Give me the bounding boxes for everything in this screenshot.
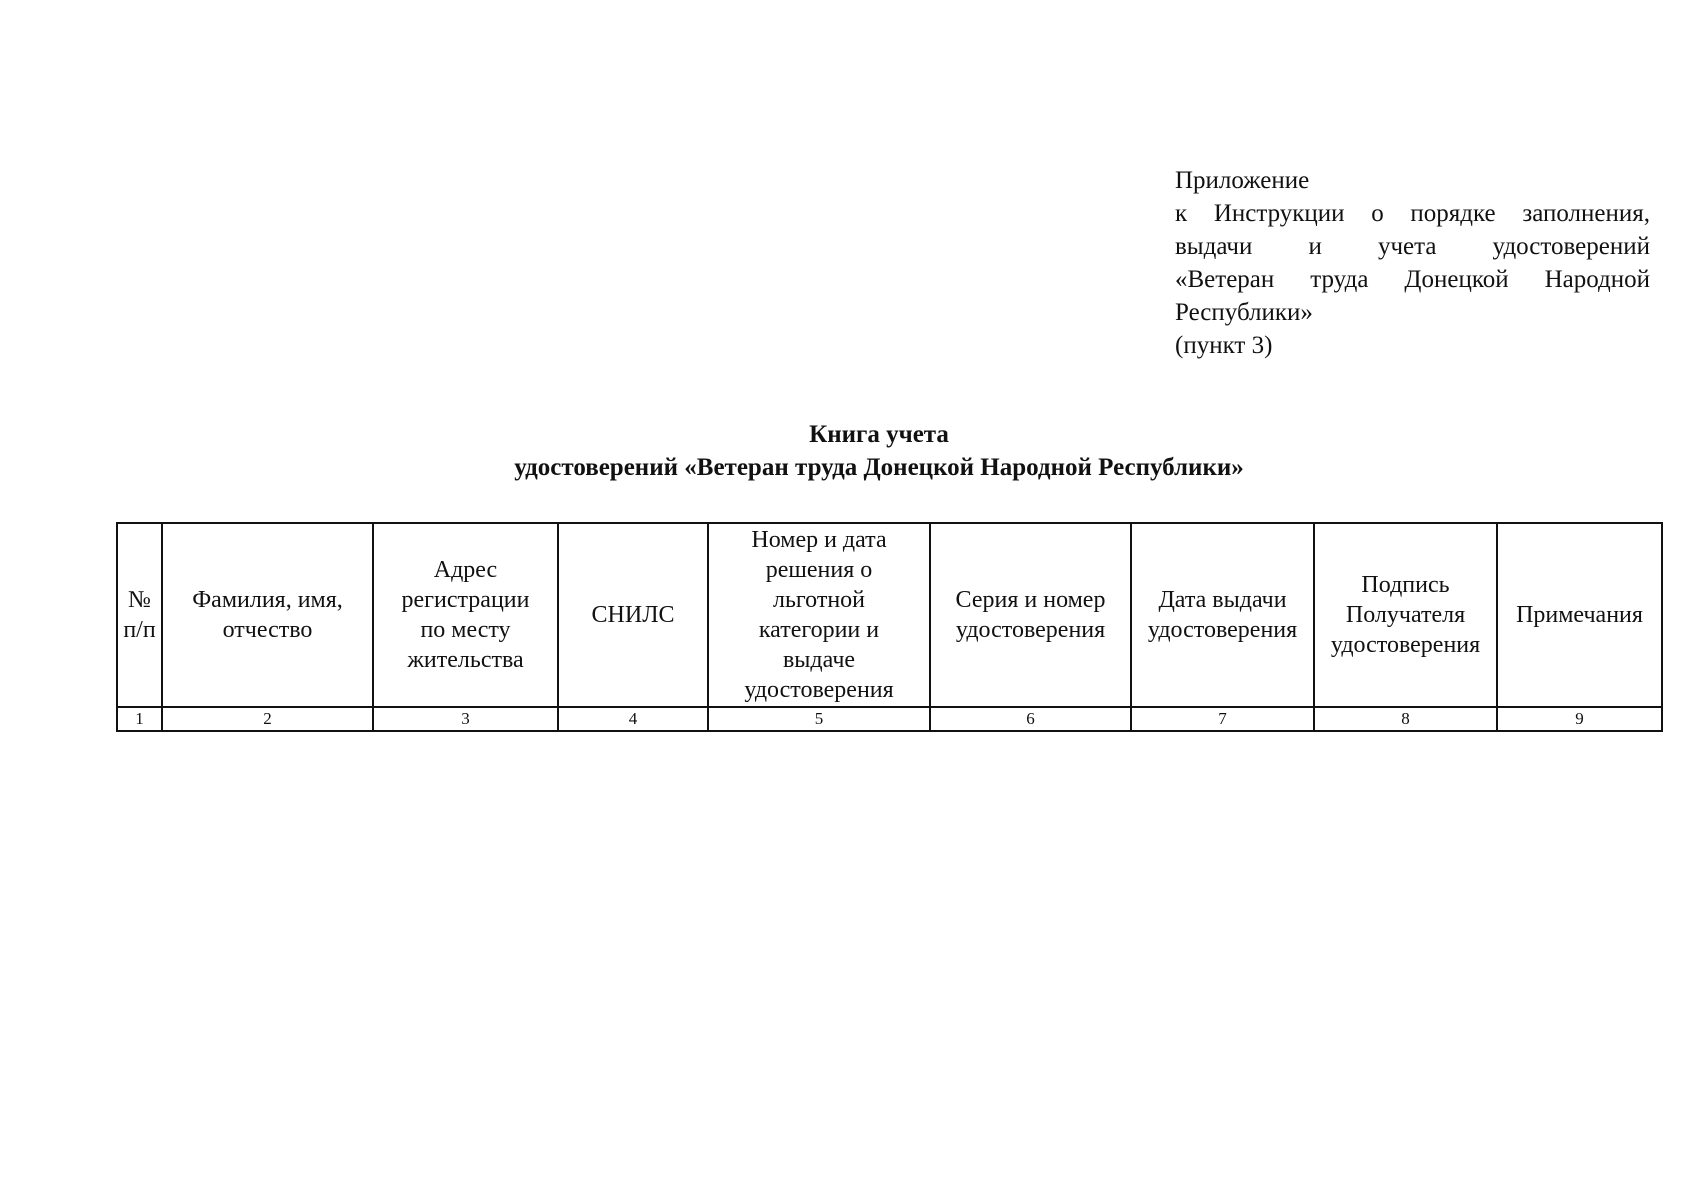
- column-header: Номер и дата решения о льготной категории и выдаче удостоверения: [708, 523, 930, 707]
- column-header: Серия и номер удостоверения: [930, 523, 1131, 707]
- document-title: [0, 418, 1697, 484]
- column-number: 6: [930, 707, 1131, 731]
- appendix-label: Приложение: [1175, 167, 1310, 194]
- column-number: 8: [1314, 707, 1497, 731]
- column-header: СНИЛС: [558, 523, 708, 707]
- title-line: удостоверений «Ветеран труда Донецкой Народной Республики»: [514, 454, 1244, 481]
- column-number: 3: [373, 707, 558, 731]
- appendix-reference-line: выдачи и учета удостоверений: [1175, 233, 1650, 260]
- column-header: Подпись Получателя удостоверения: [1314, 523, 1497, 707]
- column-number-row: [117, 707, 1662, 731]
- ledger-table: [116, 522, 1663, 732]
- appendix-reference-line: Республики»: [1175, 299, 1313, 326]
- column-header: Примечания: [1497, 523, 1662, 707]
- header-row: [117, 523, 1662, 707]
- column-number: 4: [558, 707, 708, 731]
- column-header: Адрес регистрации по месту жительства: [373, 523, 558, 707]
- column-number: 2: [162, 707, 373, 731]
- appendix-reference-line: к Инструкции о порядке заполнения,: [1175, 200, 1650, 227]
- column-header: Дата выдачи удостоверения: [1131, 523, 1314, 707]
- appendix-block: [1175, 164, 1650, 362]
- column-header: Фамилия, имя, отчество: [162, 523, 373, 707]
- column-number: 1: [117, 707, 162, 731]
- column-number: 9: [1497, 707, 1662, 731]
- column-header: № п/п: [117, 523, 162, 707]
- column-number: 5: [708, 707, 930, 731]
- appendix-clause: (пункт 3): [1175, 332, 1273, 359]
- column-number: 7: [1131, 707, 1314, 731]
- title-line: Книга учета: [809, 421, 949, 448]
- appendix-reference-line: «Ветеран труда Донецкой Народной: [1175, 266, 1650, 293]
